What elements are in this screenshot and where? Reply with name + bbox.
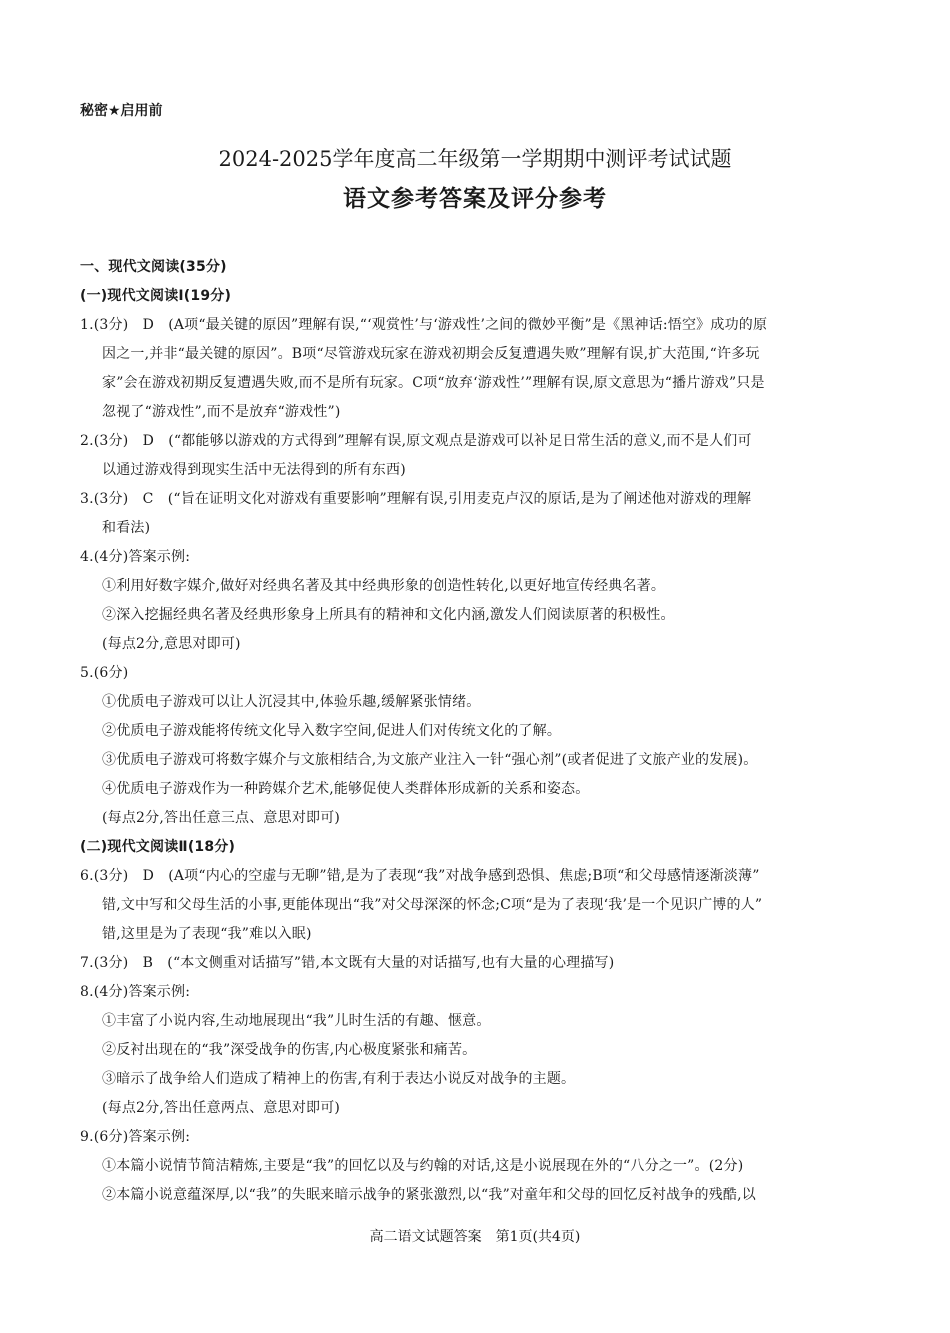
question-answer-line: 9.(6分)答案示例: [80, 1129, 191, 1145]
answer-continuation-line: 家”会在游戏初期反复遭遇失败,而不是所有玩家。C项“放弃‘游戏性’”理解有误,原文意思为“播片游戏”只是 [102, 375, 765, 391]
question-answer-line: 8.(4分)答案示例: [80, 984, 191, 1000]
answer-continuation-line: ②本篇小说意蕴深厚,以“我”的失眠来暗示战争的紧张激烈,以“我”对童年和父母的回忆反衬战争的残酷,以 [102, 1187, 756, 1203]
page-footer: 高二语文试题答案 第1页(共4页) [369, 1229, 581, 1245]
answer-continuation-line: 以通过游戏得到现实生活中无法得到的所有东西) [102, 462, 406, 478]
question-answer-line: 3.(3分) C (“旨在证明文化对游戏有重要影响”理解有误,引用麦克卢汉的原话,是为了阐述他对游戏的理解 [80, 491, 752, 507]
answer-continuation-line: ①本篇小说情节简洁精炼,主要是“我”的回忆以及与约翰的对话,这是小说展现在外的“八分之一”。(2分) [102, 1158, 744, 1174]
answer-continuation-line: ①利用好数字媒介,做好对经典名著及其中经典形象的创造性转化,以更好地宣传经典名著。 [102, 578, 666, 594]
document-subtitle: 语文参考答案及评分参考 [343, 186, 607, 212]
question-answer-line: 6.(3分) D (A项“内心的空虚与无聊”错,是为了表现“我”对战争感到恐惧、焦虑;B项“和父母感情逐渐淡薄” [80, 868, 760, 884]
question-answer-line: 4.(4分)答案示例: [80, 549, 191, 565]
section-heading: (二)现代文阅读Ⅱ(18分) [80, 839, 236, 855]
question-answer-line: 7.(3分) B (“本文侧重对话描写”错,本文既有大量的对话描写,也有大量的心理描写) [80, 955, 615, 971]
question-answer-line: 1.(3分) D (A项“最关键的原因”理解有误,“‘观赏性’与‘游戏性’之间的微妙平衡”是《黑神话:悟空》成功的原 [80, 317, 768, 333]
answer-continuation-line: ①优质电子游戏可以让人沉浸其中,体验乐趣,缓解紧张情绪。 [102, 694, 481, 710]
answer-continuation-line: ②反衬出现在的“我”深受战争的伤害,内心极度紧张和痛苦。 [102, 1042, 477, 1058]
answer-continuation-line: ③暗示了战争给人们造成了精神上的伤害,有利于表达小说反对战争的主题。 [102, 1071, 576, 1087]
answer-continuation-line: 忽视了“游戏性”,而不是放弃“游戏性”) [102, 404, 341, 420]
exam-title: 2024-2025学年度高二年级第一学期期中测评考试试题 [218, 147, 732, 171]
answer-continuation-line: 因之一,并非“最关键的原因”。B项“尽管游戏玩家在游戏初期会反复遭遇失败”理解有误,扩大范围,“许多玩 [102, 346, 760, 362]
answer-continuation-line: (每点2分,意思对即可) [102, 636, 241, 652]
answer-continuation-line: ②深入挖掘经典名著及经典形象身上所具有的精神和文化内涵,激发人们阅读原著的积极性。 [102, 607, 675, 623]
answer-content [80, 253, 872, 1210]
section-heading: 一、现代文阅读(35分) [80, 259, 227, 275]
answer-continuation-line: 错,这里是为了表现“我”难以入眠) [102, 926, 312, 942]
answer-continuation-line: 和看法) [102, 520, 151, 536]
answer-continuation-line: (每点2分,答出任意两点、意思对即可) [102, 1100, 341, 1116]
answer-continuation-line: ②优质电子游戏能将传统文化导入数字空间,促进人们对传统文化的了解。 [102, 723, 562, 739]
answer-continuation-line: 错,文中写和父母生活的小事,更能体现出“我”对父母深深的怀念;C项“是为了表现‘我’是一个见识广博的人” [102, 897, 763, 913]
confidential-label: 秘密★启用前 [80, 103, 163, 119]
section-heading: (一)现代文阅读Ⅰ(19分) [80, 288, 232, 304]
answer-continuation-line: ④优质电子游戏作为一种跨媒介艺术,能够促使人类群体形成新的关系和姿态。 [102, 781, 590, 797]
question-answer-line: 5.(6分) [80, 665, 129, 681]
answer-continuation-line: ①丰富了小说内容,生动地展现出“我”儿时生活的有趣、惬意。 [102, 1013, 491, 1029]
answer-continuation-line: ③优质电子游戏可将数字媒介与文旅相结合,为文旅产业注入一针“强心剂”(或者促进了文旅产业的发展)。 [102, 752, 758, 768]
question-answer-line: 2.(3分) D (“都能够以游戏的方式得到”理解有误,原文观点是游戏可以补足日常生活的意义,而不是人们可 [80, 433, 752, 449]
answer-continuation-line: (每点2分,答出任意三点、意思对即可) [102, 810, 341, 826]
